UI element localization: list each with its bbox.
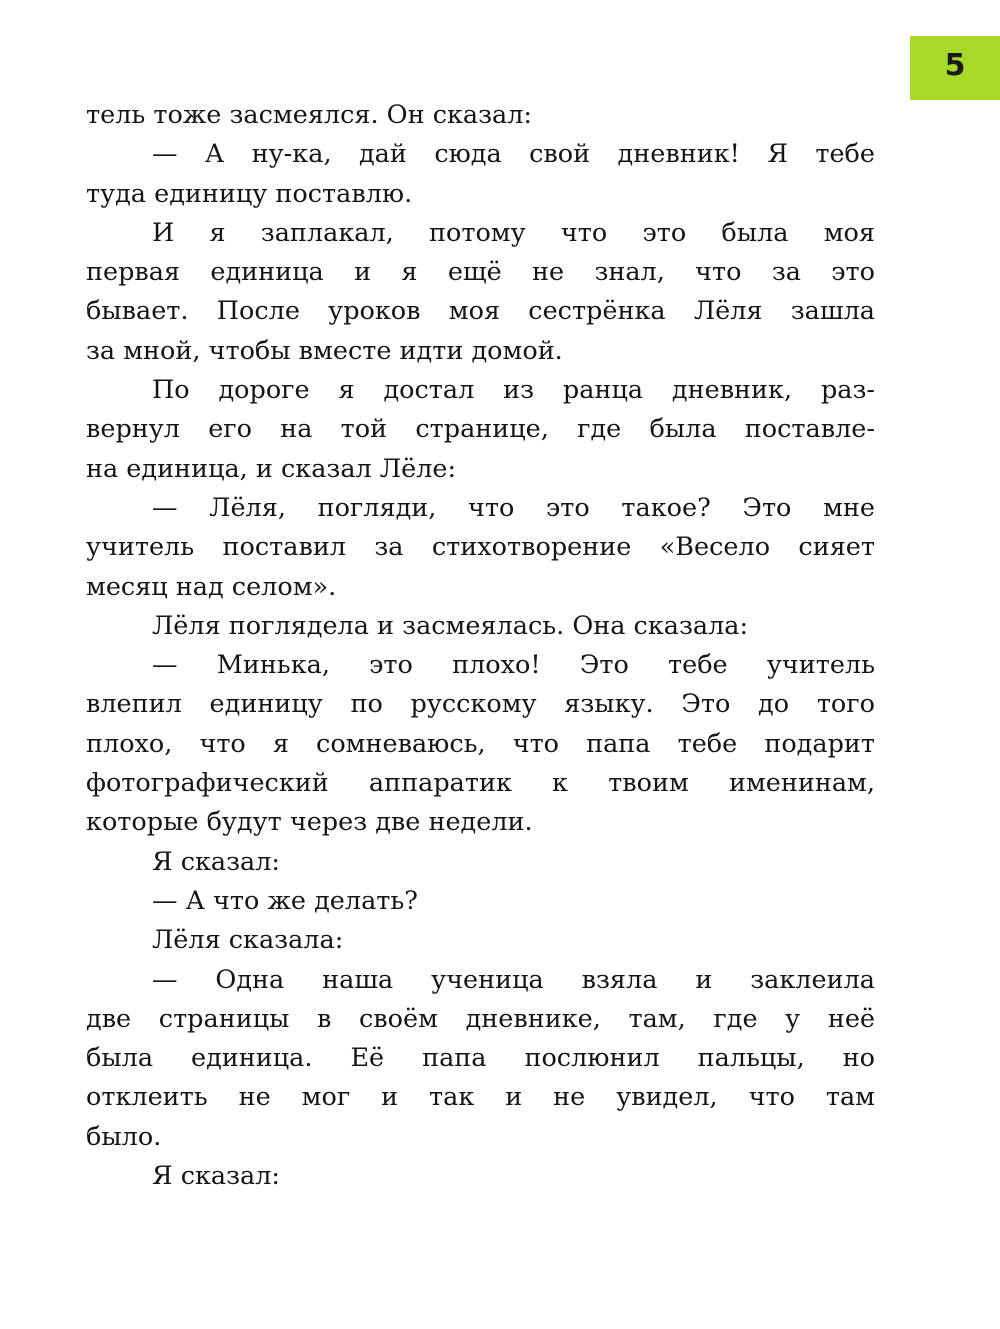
text-line: — А что же делать? — [152, 885, 418, 916]
text-line: бывает. После уроков моя сестрёнка Лёля зашла — [86, 296, 875, 327]
text-line: отклеить не мог и так и не увидел, что там — [86, 1082, 875, 1113]
text-line: — А ну-ка, дай сюда свой дневник! Я тебе — [152, 139, 875, 170]
page-number: 5 — [944, 48, 966, 83]
story-text — [86, 96, 875, 1196]
text-line: за мной, чтобы вместе идти домой. — [86, 335, 563, 366]
text-line: на единица, и сказал Лёле: — [86, 453, 457, 484]
text-line: тель тоже засмеялся. Он сказал: — [86, 100, 533, 130]
text-line: была единица. Её папа послюнил пальцы, но — [86, 1043, 875, 1074]
text-line: — Лёля, погляди, что это такое? Это мне — [152, 492, 875, 523]
text-line: И я заплакал, потому что это была моя — [152, 217, 875, 248]
text-line: туда единицу поставлю. — [86, 178, 413, 209]
text-line: влепил единицу по русскому языку. Это до того — [86, 689, 875, 720]
text-line: Лёля сказала: — [152, 925, 344, 956]
text-line: Лёля поглядела и засмеялась. Она сказала: — [152, 610, 749, 641]
text-line: месяц над селом». — [86, 571, 337, 602]
text-line: было. — [86, 1121, 162, 1152]
text-line: Я сказал: — [152, 846, 281, 877]
text-line: две страницы в своём дневнике, там, где у неё — [86, 1003, 875, 1034]
text-line: вернул его на той странице, где была поставле- — [86, 414, 875, 445]
text-line: — Минька, это плохо! Это тебе учитель — [152, 650, 875, 681]
text-line: которые будут через две недели. — [86, 807, 533, 838]
page-number-tab — [910, 36, 1000, 100]
text-line: — Одна наша ученица взяла и заклеила — [152, 964, 875, 995]
text-line: По дороге я достал из ранца дневник, раз- — [152, 375, 875, 406]
text-line: первая единица и я ещё не знал, что за это — [86, 257, 875, 288]
text-line: Я сказал: — [152, 1161, 281, 1192]
text-line: плохо, что я сомневаюсь, что папа тебе подарит — [86, 728, 875, 759]
text-line: учитель поставил за стихотворение «Весело сияет — [86, 532, 875, 563]
text-line: фотографический аппаратик к твоим именинам, — [86, 768, 875, 799]
